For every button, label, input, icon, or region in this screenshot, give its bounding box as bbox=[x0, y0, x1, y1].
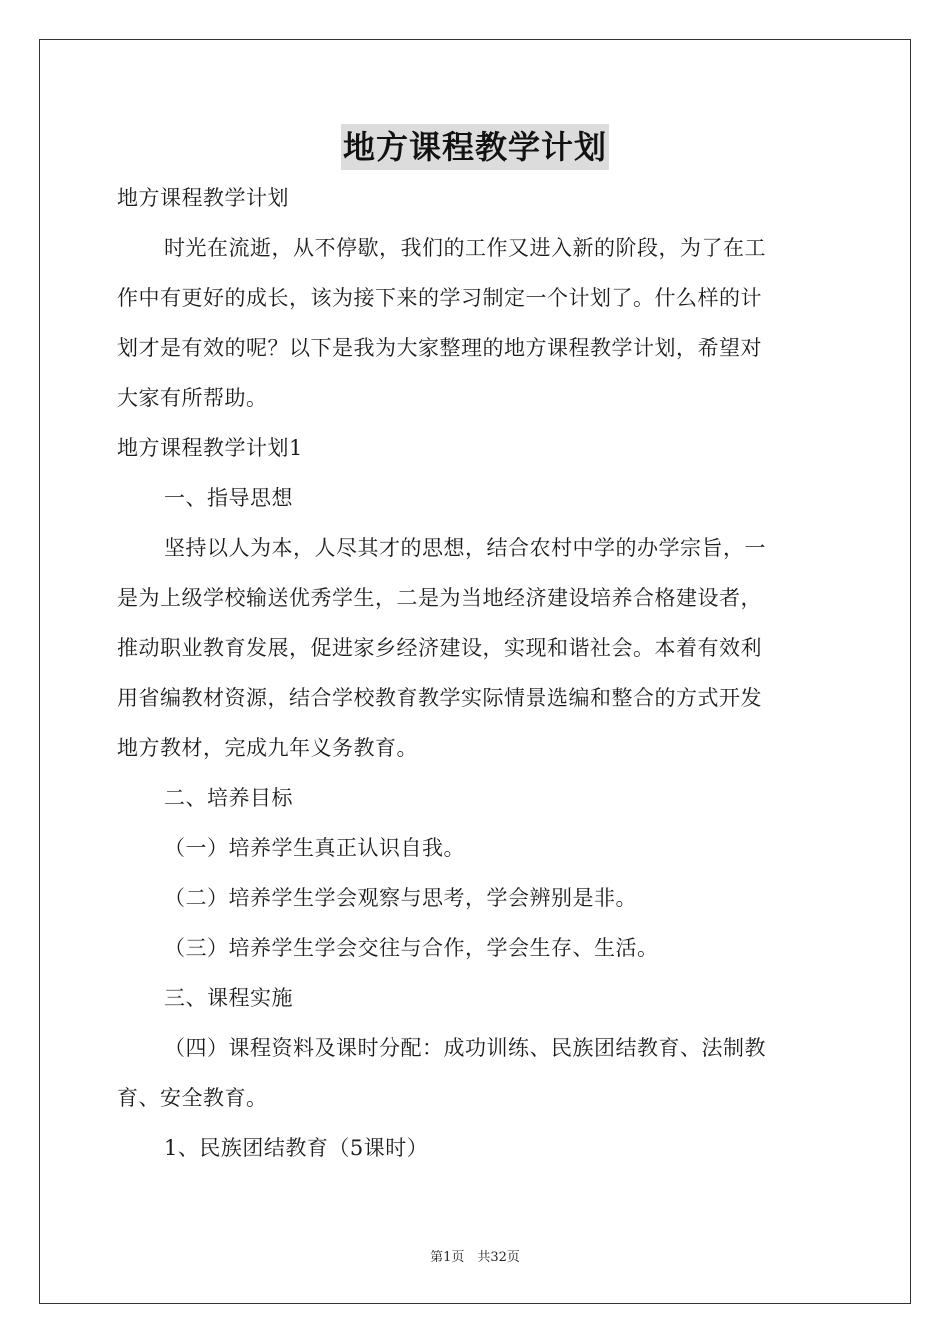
page-border bbox=[39, 39, 911, 1304]
paragraph-line: 育、安全教育。 bbox=[117, 1086, 268, 1110]
list-item: （一）培养学生真正认识自我。 bbox=[164, 836, 465, 860]
paragraph-line: 坚持以人为本，人尽其才的思想，结合农村中学的办学宗旨，一 bbox=[164, 536, 766, 560]
paragraph-line: 推动职业教育发展，促进家乡经济建设，实现和谐社会。本着有效利 bbox=[117, 636, 762, 660]
list-item: （三）培养学生学会交往与合作，学会生存、生活。 bbox=[164, 936, 659, 960]
list-item: （二）培养学生学会观察与思考，学会辨别是非。 bbox=[164, 886, 637, 910]
paragraph-line: 作中有更好的成长，该为接下来的学习制定一个计划了。什么样的计 bbox=[117, 286, 762, 310]
document-title: 地方课程教学计划 bbox=[341, 124, 609, 170]
paragraph-line: 用省编教材资源，结合学校教育教学实际情景选编和整合的方式开发 bbox=[117, 686, 762, 710]
section-heading: 一、指导思想 bbox=[164, 486, 293, 510]
paragraph-line: 大家有所帮助。 bbox=[117, 386, 268, 410]
page-footer: 第1页 共32页 bbox=[430, 1250, 520, 1265]
section-heading: 二、培养目标 bbox=[164, 786, 293, 810]
paragraph-line: 划才是有效的呢？以下是我为大家整理的地方课程教学计划，希望对 bbox=[117, 336, 762, 360]
paragraph-line: 时光在流逝，从不停歇，我们的工作又进入新的阶段，为了在工 bbox=[164, 236, 766, 260]
paragraph-line: （四）课程资料及课时分配：成功训练、民族团结教育、法制教 bbox=[164, 1036, 766, 1060]
paragraph-line: 是为上级学校输送优秀学生，二是为当地经济建设培养合格建设者， bbox=[117, 586, 762, 610]
section-heading: 地方课程教学计划1 bbox=[117, 436, 303, 460]
paragraph-line: 地方教材，完成九年义务教育。 bbox=[117, 736, 418, 760]
list-item: 1、民族团结教育（5课时） bbox=[164, 1136, 429, 1160]
title-container bbox=[0, 124, 950, 170]
doc-subtitle: 地方课程教学计划 bbox=[117, 186, 289, 210]
section-heading: 三、课程实施 bbox=[164, 986, 293, 1010]
